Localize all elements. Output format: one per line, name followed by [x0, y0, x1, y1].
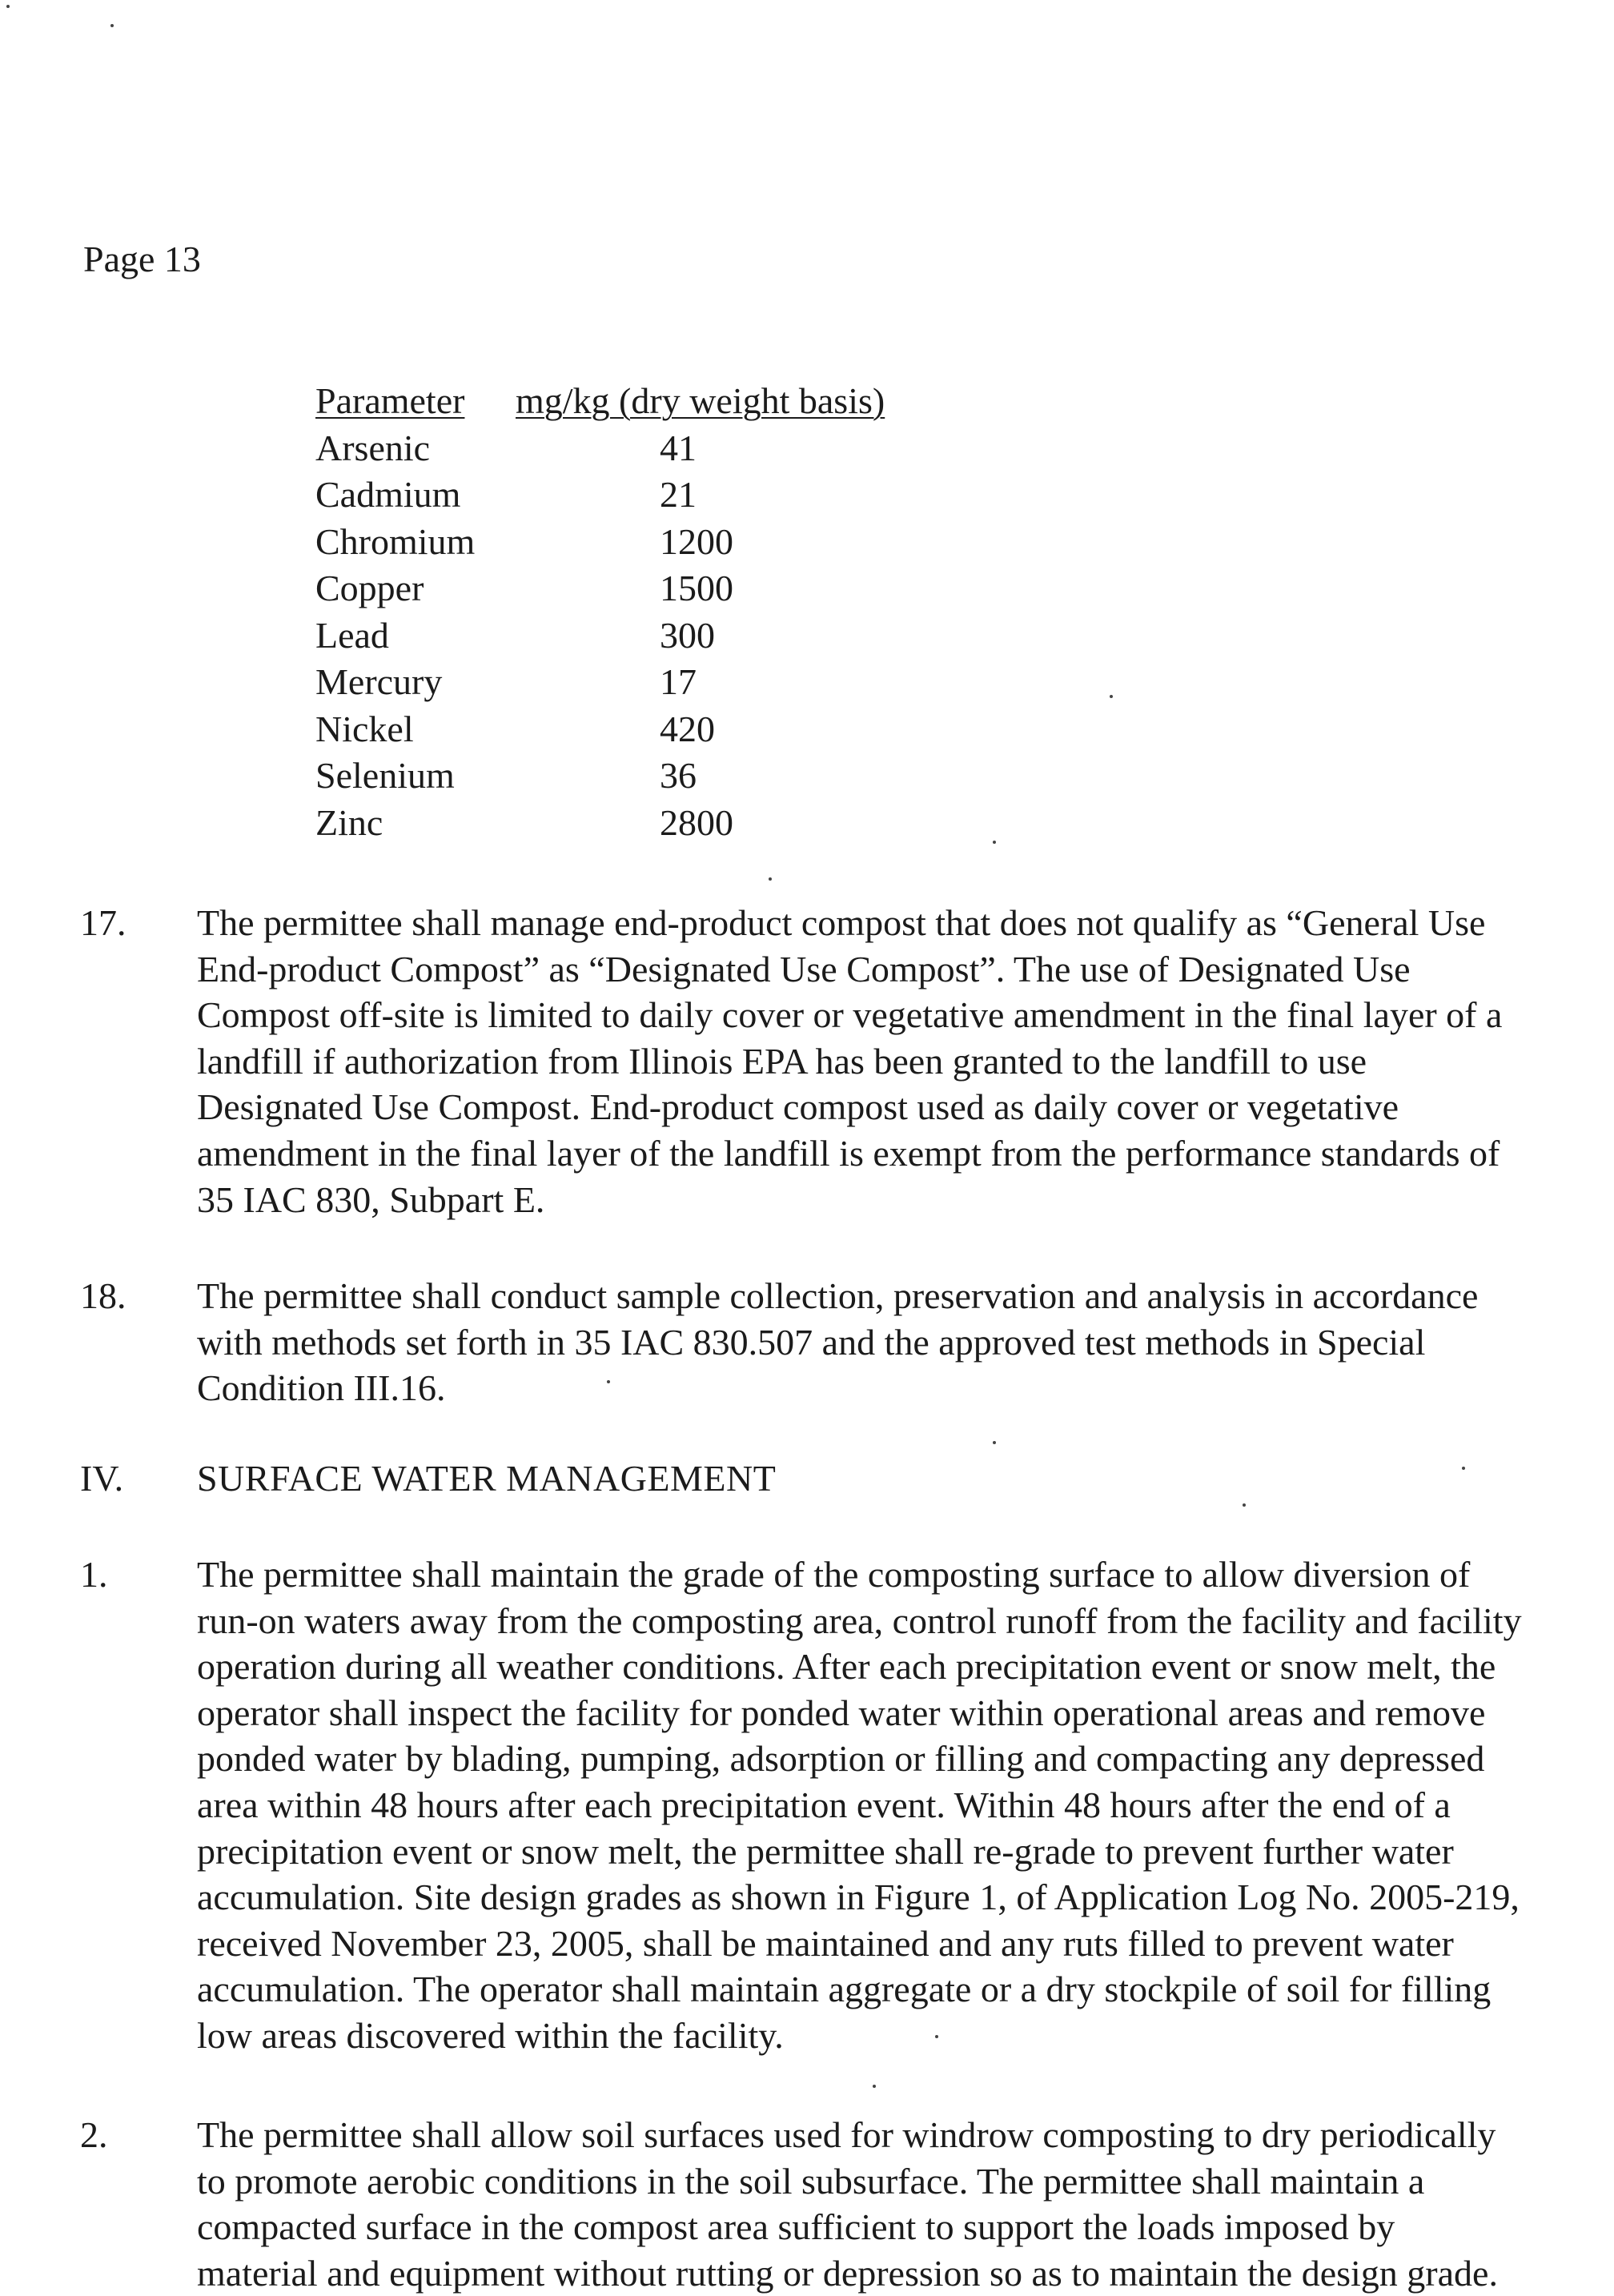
- scan-speck: [769, 877, 772, 881]
- parameter-limits-table: [315, 378, 885, 846]
- section-title: SURFACE WATER MANAGEMENT: [197, 1458, 777, 1499]
- table-row: [315, 472, 885, 519]
- table-row: [315, 425, 885, 472]
- parameter-name: Selenium: [315, 755, 455, 796]
- parameter-name: Mercury: [315, 661, 443, 702]
- text-line: ponded water by blading, pumping, adsorption or filling and compacting any depressed: [197, 1738, 1485, 1780]
- text-line: accumulation. Site design grades as shown in Figure 1, of Application Log No. 2005-219,: [197, 1877, 1520, 1918]
- text-line: Compost off-site is limited to daily cover or vegetative amendment in the final layer of a: [197, 994, 1503, 1036]
- text-line: The permittee shall allow soil surfaces used for windrow composting to dry periodically: [197, 2114, 1496, 2155]
- condition-number: 17.: [80, 902, 126, 943]
- parameter-value: 41: [660, 427, 697, 468]
- scan-speck: [1462, 1467, 1465, 1470]
- scan-speck: [993, 1441, 996, 1444]
- parameter-value: 36: [660, 755, 697, 796]
- scan-speck: [110, 24, 114, 27]
- table-row: [315, 519, 885, 566]
- text-line: The permittee shall conduct sample collection, preservation and analysis in accordance: [197, 1275, 1479, 1316]
- scan-speck: [6, 5, 10, 8]
- text-line: Condition III.16.: [197, 1367, 446, 1409]
- table-row: [315, 565, 885, 612]
- text-line: received November 23, 2005, shall be maintained and any ruts filled to prevent water: [197, 1922, 1454, 1964]
- parameter-value: 300: [660, 614, 715, 656]
- text-line: amendment in the final layer of the landfill is exempt from the performance standards of: [197, 1132, 1500, 1174]
- text-line: The permittee shall manage end-product compost that does not qualify as “General Use: [197, 902, 1486, 943]
- text-line: with methods set forth in 35 IAC 830.507 and the approved test methods in Special: [197, 1321, 1426, 1363]
- header-value: mg/kg (dry weight basis): [516, 380, 885, 421]
- text-line: low areas discovered within the facility.: [197, 2014, 784, 2056]
- scan-speck: [1243, 1503, 1246, 1507]
- table-header-row: [315, 378, 885, 425]
- table-row: [315, 659, 885, 706]
- parameter-name: Cadmium: [315, 474, 461, 515]
- item-number: 1.: [80, 1554, 108, 1595]
- table-row: [315, 612, 885, 660]
- parameter-name: Arsenic: [315, 427, 431, 468]
- condition-text: [197, 900, 1614, 1222]
- parameter-value: 1200: [660, 520, 733, 562]
- text-line: area within 48 hours after each precipitation event. Within 48 hours after the end of a: [197, 1784, 1451, 1825]
- parameter-value: 17: [660, 661, 697, 702]
- text-line: Designated Use Compost. End-product compost used as daily cover or vegetative: [197, 1086, 1399, 1128]
- parameter-name: Zinc: [315, 801, 383, 843]
- text-line: landfill if authorization from Illinois EPA has been granted to the landfill to use: [197, 1040, 1367, 1082]
- text-line: to promote aerobic conditions in the soil subsurface. The permittee shall maintain a: [197, 2160, 1425, 2202]
- scan-speck: [935, 2035, 938, 2038]
- text-line: accumulation. The operator shall maintain aggregate or a dry stockpile of soil for filling: [197, 1969, 1492, 2010]
- text-line: precipitation event or snow melt, the permittee shall re-grade to prevent further water: [197, 1830, 1454, 1872]
- parameter-name: Copper: [315, 568, 424, 608]
- item-number: 2.: [80, 2114, 108, 2155]
- scan-speck: [993, 841, 996, 844]
- item-text: [197, 1551, 1614, 2059]
- parameter-value: 2800: [660, 801, 733, 843]
- text-line: run-on waters away from the composting area, control runoff from the facility and facility: [197, 1600, 1522, 1641]
- scan-speck: [873, 2085, 876, 2088]
- text-line: compacted surface in the compost area sufficient to support the loads imposed by: [197, 2206, 1395, 2248]
- section-number: IV.: [80, 1458, 124, 1499]
- parameter-value: 21: [660, 474, 697, 515]
- parameter-value: 420: [660, 708, 715, 749]
- item-text: [197, 2112, 1614, 2296]
- page-number: Page 13: [83, 239, 201, 279]
- parameter-value: 1500: [660, 568, 733, 608]
- scan-speck: [607, 1380, 610, 1383]
- table-row: [315, 753, 885, 800]
- text-line: operator shall inspect the facility for ponded water within operational areas and remove: [197, 1692, 1486, 1733]
- text-line: The permittee shall maintain the grade of the composting surface to allow diversion of: [197, 1554, 1471, 1595]
- condition-number: 18.: [80, 1275, 126, 1316]
- text-line: material and equipment without rutting or depression so as to maintain the design grade.: [197, 2252, 1498, 2294]
- table-row: [315, 706, 885, 753]
- parameter-name: Nickel: [315, 708, 414, 749]
- text-line: End-product Compost” as “Designated Use Compost”. The use of Designated Use: [197, 948, 1411, 989]
- scan-speck: [1110, 695, 1113, 698]
- text-line: 35 IAC 830, Subpart E.: [197, 1178, 545, 1220]
- table-row: [315, 800, 885, 847]
- parameter-name: Chromium: [315, 520, 476, 562]
- text-line: operation during all weather conditions. After each precipitation event or snow melt, the: [197, 1646, 1496, 1688]
- header-parameter: Parameter: [315, 380, 465, 421]
- condition-text: [197, 1273, 1614, 1411]
- parameter-name: Lead: [315, 614, 389, 656]
